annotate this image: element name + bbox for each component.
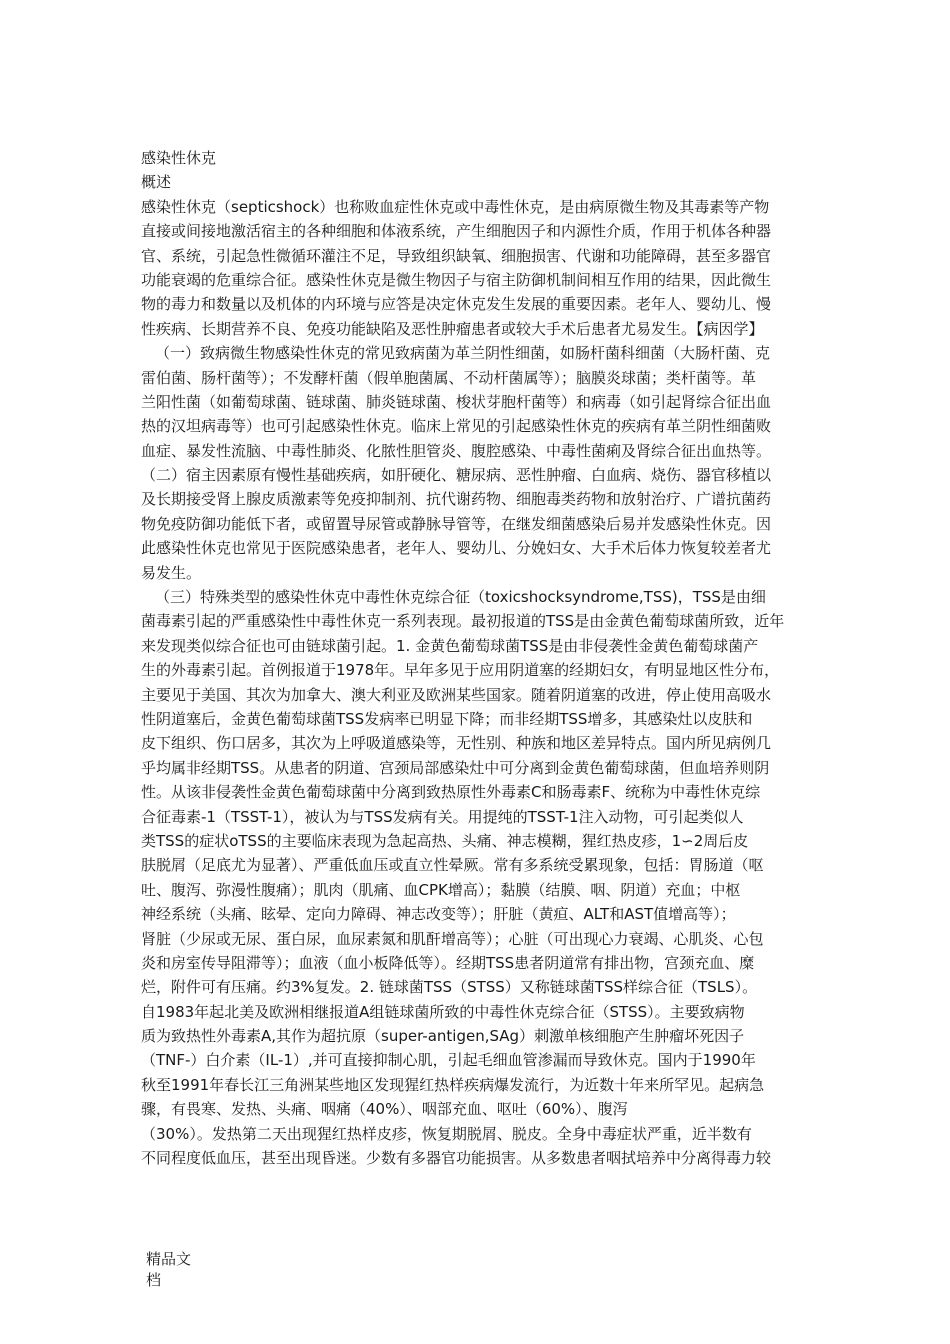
text-line: 骤，有畏寒、发热、头痛、咽痛（40%）、咽部充血、呕吐（60%）、腹泻 <box>141 1100 628 1119</box>
text-line: 及长期接受肾上腺皮质激素等免疫抑制剂、抗代谢药物、细胞毒类药物和放射治疗、广谱抗菌药 <box>141 490 772 509</box>
text-line: 吐、腹泻、弥漫性腹痛）；肌肉（肌痛、血CPK增高）；黏膜（结膜、咽、阴道）充血；中枢 <box>141 880 741 899</box>
text-line: 菌毒素引起的严重感染性中毒性休克一系列表现。最初报道的TSS是由金黄色葡萄球菌所致，近年 <box>141 612 785 631</box>
text-line: 易发生。 <box>141 563 202 582</box>
text-line: 此感染性休克也常见于医院感染患者，老年人、婴幼儿、分娩妇女、大手术后体力恢复较差者尤 <box>141 539 772 558</box>
text-line: 质为致热性外毒素A,其作为超抗原（super-antigen,SAg）刺激单核细胞产生肿瘤坏死因子 <box>141 1027 745 1046</box>
text-line: 合征毒素-1（TSST-1），被认为与TSS发病有关。用提纯的TSST-1注入动物，可引起类似人 <box>141 807 744 826</box>
text-line: （TNF-）白介素（IL-1）,并可直接抑制心肌，引起毛细血管渗漏而导致休克。国内于1990年 <box>141 1051 756 1070</box>
text-line: 性。从该非侵袭性金黄色葡萄球菌中分离到致热原性外毒素C和肠毒素F、统称为中毒性休克综 <box>141 783 761 802</box>
text-line: 来发现类似综合征也可由链球菌引起。1. 金黄色葡萄球菌TSS是由非侵袭性金黄色葡萄球菌产 <box>141 636 759 655</box>
text-line: 主要见于美国、其次为加拿大、澳大利亚及欧洲某些国家。随着阴道塞的改进，停止使用高吸水 <box>141 685 772 704</box>
text-line: 生的外毒素引起。首例报道于1978年。早年多见于应用阴道塞的经期妇女，有明显地区性分布， <box>141 661 780 680</box>
text-line: 性疾病、长期营养不良、免疫功能缺陷及恶性肿瘤患者或较大手术后患者尤易发生。【病因学】 <box>141 319 764 338</box>
text-line: 物免疫防御功能低下者，或留置导尿管或静脉导管等，在继发细菌感染后易并发感染性休克。因 <box>141 514 772 533</box>
footer-line: 精品文 <box>146 1250 192 1268</box>
text-line: 功能衰竭的危重综合征。感染性休克是微生物因子与宿主防御机制间相互作用的结果，因此微生 <box>141 270 772 289</box>
text-line: 雷伯菌、肠杆菌等）；不发酵杆菌（假单胞菌属、不动杆菌属等）；脑膜炎球菌；类杆菌等。革 <box>141 368 757 387</box>
text-line: （二）宿主因素原有慢性基础疾病，如肝硬化、糖尿病、恶性肿瘤、白血病、烧伤、器官移植以 <box>141 466 772 485</box>
text-line: 肤脱屑（足底尤为显著）、严重低血压或直立性晕厥。常有多系统受累现象，包括：胃肠道（呕 <box>141 856 764 875</box>
text-line: 自1983年起北美及欧洲相继报道A组链球菌所致的中毒性休克综合征（STSS）。主要致病物 <box>141 1002 745 1021</box>
text-line: 乎均属非经期TSS。从患者的阴道、宫颈局部感染灶中可分离到金黄色葡萄球菌，但血培养则阴 <box>141 758 770 777</box>
text-line: 秋至1991年春长江三角洲某些地区发现猩红热样疾病爆发流行，为近数十年来所罕见。起病急 <box>141 1075 765 1094</box>
text-line: 血症、暴发性流脑、中毒性肺炎、化脓性胆管炎、腹腔感染、中毒性菌痢及肾综合征出血热等。 <box>141 441 772 460</box>
text-line: 烂，附件可有压痛。约3%复发。2. 链球菌TSS（STSS）又称链球菌TSS样综合征（TSLS）。 <box>141 978 758 997</box>
text-line: 物的毒力和数量以及机体的内环境与应答是决定休克发生发展的重要因素。老年人、婴幼儿、慢 <box>141 295 772 314</box>
text-line: 神经系统（头痛、眩晕、定向力障碍、神志改变等）；肝脏（黄疸、ALT和AST值增高等）； <box>141 905 736 924</box>
text-line: 感染性休克（septicshock）也称败血症性休克或中毒性休克，是由病原微生物及其毒素等产物 <box>141 197 770 216</box>
document-title: 感染性休克 <box>141 149 217 167</box>
text-line: 性阴道塞后，金黄色葡萄球菌TSS发病率已明显下降；而非经期TSS增多，其感染灶以皮肤和 <box>141 709 753 728</box>
footer-watermark <box>146 1249 206 1291</box>
text-line: 炎和房室传导阻滞等）；血液（血小板降低等）。经期TSS患者阴道常有排出物，宫颈充血、糜 <box>141 953 755 972</box>
text-line: （一）致病微生物感染性休克的常见致病菌为革兰阴性细菌，如肠杆菌科细菌（大肠杆菌、克 <box>155 344 771 363</box>
text-line: 不同程度低血压，甚至出现昏迷。少数有多器官功能损害。从多数患者咽拭培养中分离得毒力较 <box>141 1149 772 1168</box>
text-line: 肾脏（少尿或无尿、蛋白尿，血尿素氮和肌酐增高等）；心脏（可出现心力衰竭、心肌炎、心包 <box>141 929 764 948</box>
text-line: 皮下组织、伤口居多，其次为上呼吸道感染等，无性别、种族和地区差异特点。国内所见病例几 <box>141 734 772 753</box>
text-line: （三）特殊类型的感染性休克中毒性休克综合征（toxicshocksyndrome,TSS)，TSS是由细 <box>155 588 766 607</box>
section-heading: 概述 <box>141 173 172 192</box>
text-line: 兰阳性菌（如葡萄球菌、链球菌、肺炎链球菌、梭状芽胞杆菌等）和病毒（如引起肾综合征出血 <box>141 392 772 411</box>
document-body <box>141 146 813 1170</box>
text-line: （30%）。发热第二天出现猩红热样皮疹，恢复期脱屑、脱皮。全身中毒症状严重，近半数有 <box>141 1124 752 1143</box>
footer-line: 档 <box>146 1271 162 1289</box>
text-line: 类TSS的症状oTSS的主要临床表现为急起高热、头痛、神志模糊，猩红热皮疹，1∽2周后皮 <box>141 831 749 850</box>
text-line: 官、系统，引起急性微循环灌注不足，导致组织缺氧、细胞损害、代谢和功能障碍，甚至多器官 <box>141 246 772 265</box>
text-line: 直接或间接地激活宿主的各种细胞和体液系统，产生细胞因子和内源性介质，作用于机体各种器 <box>141 222 772 241</box>
text-line: 热的汉坦病毒等）也可引起感染性休克。临床上常见的引起感染性休克的疾病有革兰阴性细菌败 <box>141 417 772 436</box>
